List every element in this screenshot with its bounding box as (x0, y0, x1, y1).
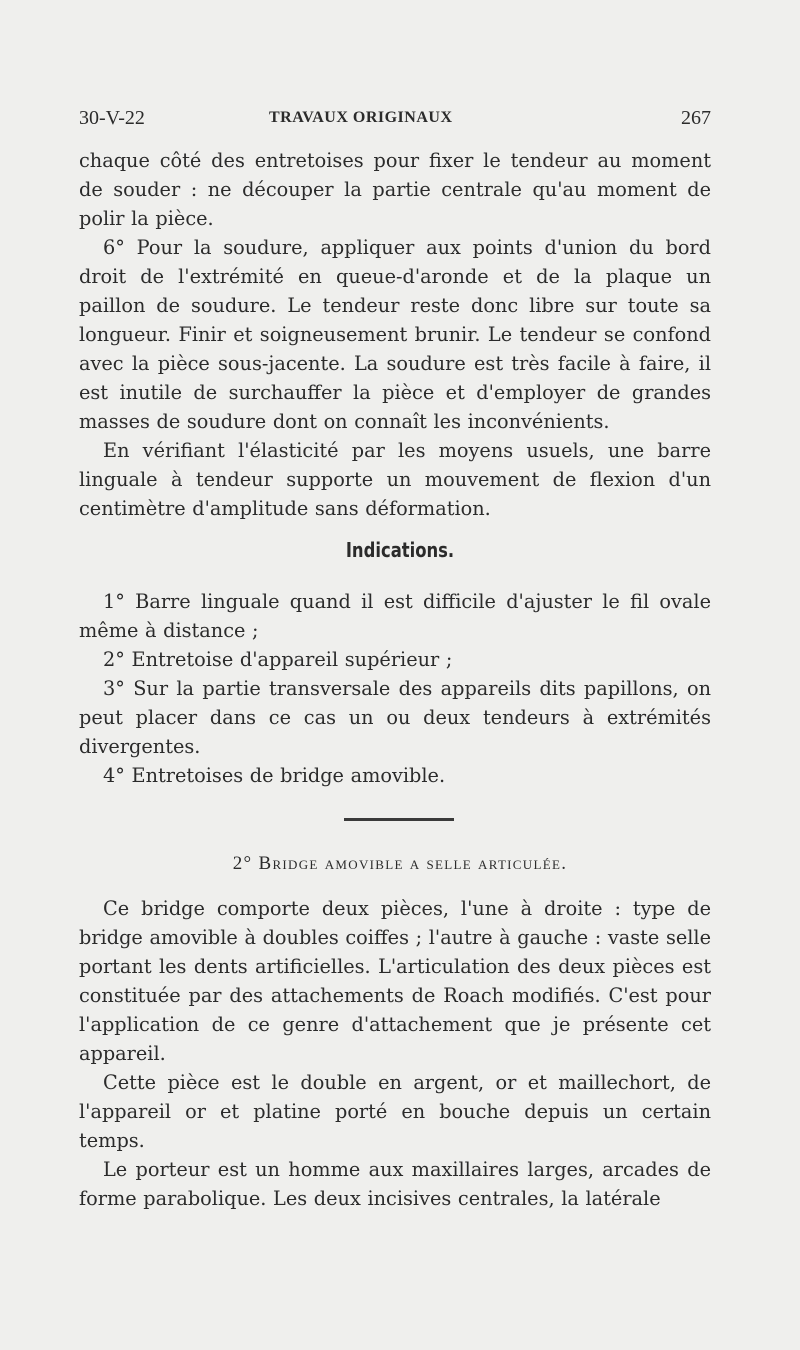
section-heading (0, 853, 800, 875)
indications-heading: Indications. (345, 538, 455, 562)
paragraph: Le porteur est un homme aux maxillaires larges, arcades de forme parabolique. Les deux incisives centrales, la latérale (79, 1158, 711, 1210)
section-divider (344, 818, 454, 821)
header-date: 30-V-22 (79, 107, 145, 129)
header-section-title: TRAVAUX ORIGINAUX (269, 109, 453, 126)
paragraph: Cette pièce est le double en argent, or et maillechort, de l'appareil or et platine porté en bouche depuis un certain temps. (79, 1071, 711, 1152)
paragraph: chaque côté des entretoises pour fixer le tendeur au moment de souder : ne découper la partie centrale qu'au moment de polir la pièce. (79, 149, 711, 230)
paragraph: 6° Pour la soudure, appliquer aux points d'union du bord droit de l'extrémité en queue-d'aronde et de la plaque un paillon de soudure. Le tendeur reste donc libre sur toute sa longueur. Finir et soigneusement brunir. Le tendeur se confond avec la pièce sous-jacente. La soudure est très facile à faire, il est inutile de surchauffer la pièce et d'employer de grandes masses de soudure dont on connaît les inconvénients. (79, 236, 711, 433)
paragraph: Ce bridge comporte deux pièces, l'une à droite : type de bridge amovible à doubles coiffes ; l'autre à gauche : vaste selle portant les dents artificielles. L'articulation des deux pièces est constituée par des attachements de Roach modifiés. C'est pour l'application de ce genre d'attachement que je présente cet appareil. (79, 897, 711, 1065)
list-item: 1° Barre linguale quand il est difficile d'ajuster le fil ovale même à distance ; (79, 590, 711, 642)
paragraph: En vérifiant l'élasticité par les moyens usuels, une barre linguale à tendeur supporte un mouvement de flexion d'un centimètre d'amplitude sans déformation. (79, 439, 711, 520)
list-item: 3° Sur la partie transversale des appareils dits papillons, on peut placer dans ce cas un ou deux tendeurs à extrémités divergentes. (79, 677, 711, 758)
list-item: 4° Entretoises de bridge amovible. (103, 764, 446, 787)
body-text-block (79, 146, 711, 523)
page-number: 267 (681, 107, 711, 129)
indications-list (79, 587, 711, 790)
running-header (79, 107, 711, 135)
section-body (79, 894, 711, 1213)
list-item: 2° Entretoise d'appareil supérieur ; (103, 648, 453, 671)
section-heading-text: 2° Bridge amovible a selle articulée. (232, 853, 568, 874)
